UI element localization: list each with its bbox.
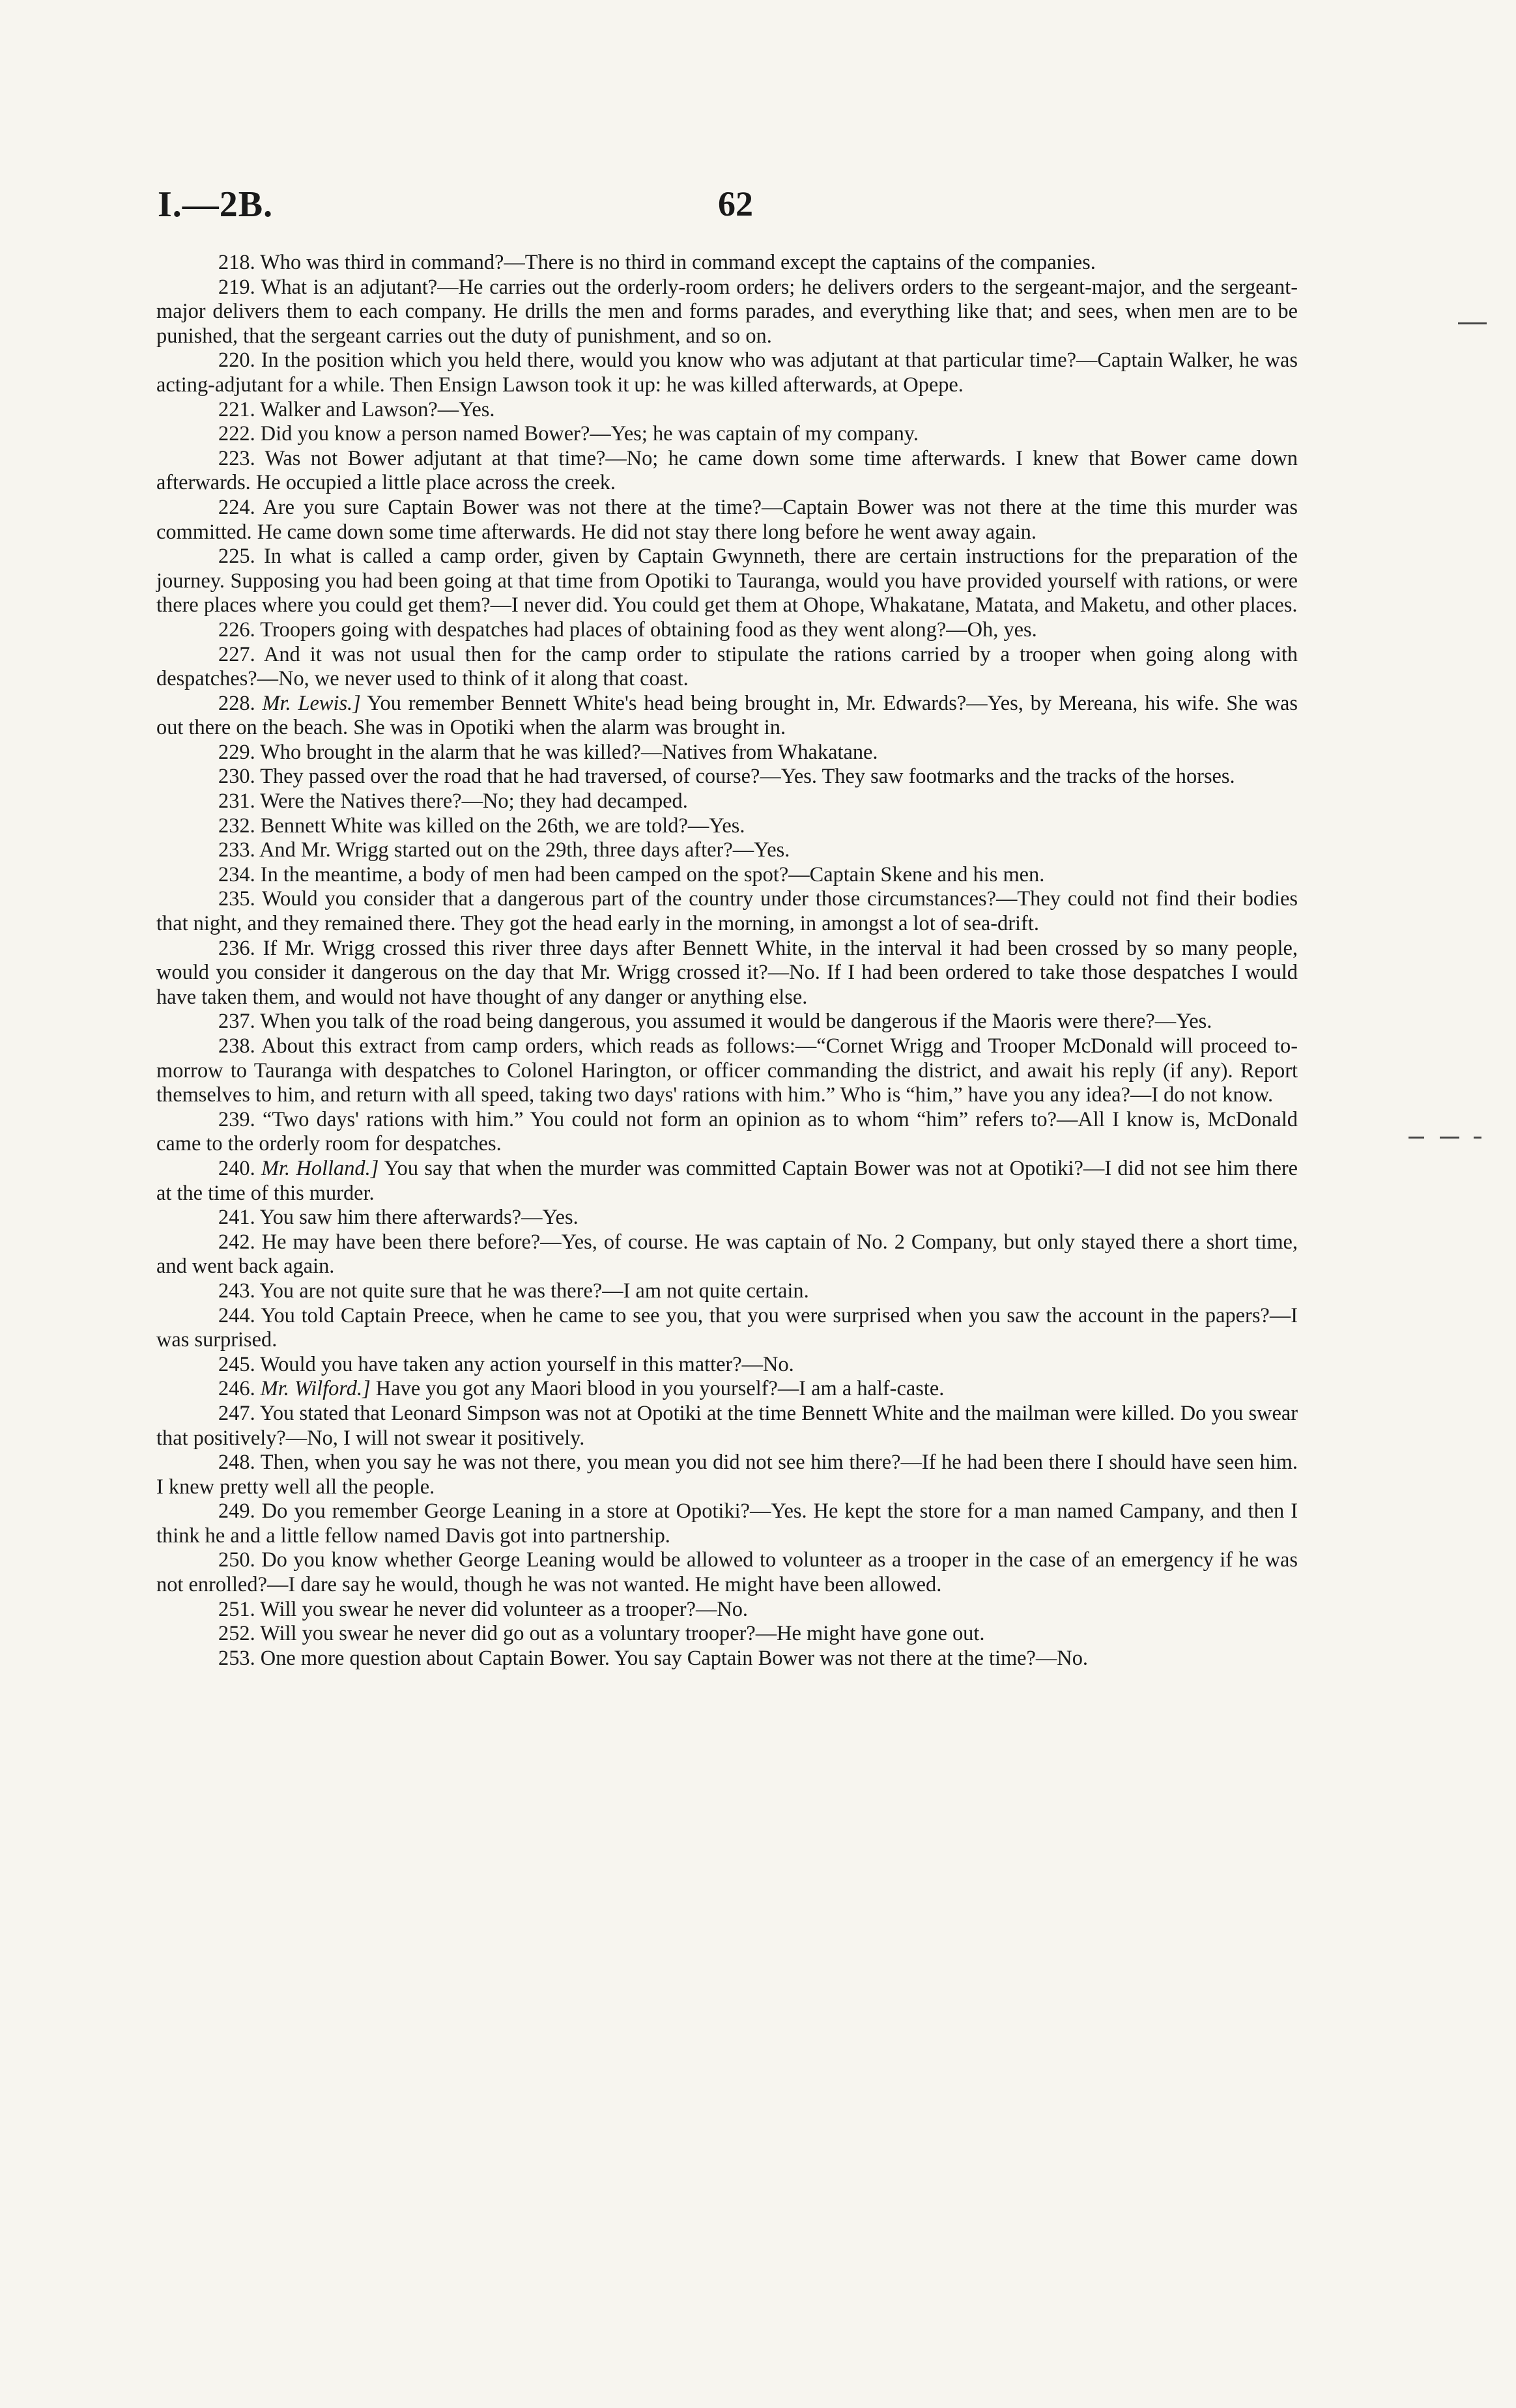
question-number: 250. [218, 1548, 255, 1572]
question-number: 227. [218, 642, 255, 666]
question-answer-text: In the position which you held there, would you know who was adjutant at that particular time?—Captain Walker, he was acting-adjutant for a while. Then Ensign Lawson took it up: he was killed afterwards, at Opepe. [156, 348, 1298, 397]
question-paragraph [156, 1647, 1298, 1671]
question-paragraph [156, 348, 1298, 397]
question-answer-text: Would you have taken any action yourself in this matter?—No. [260, 1352, 794, 1376]
question-answer-text: You say that when the murder was committed Captain Bower was not at Opotiki?—I did not see him there at the time of this murder. [156, 1156, 1298, 1205]
question-answer-text: And it was not usual then for the camp order to stipulate the rations carried by a trooper when going along with despatches?—No, we never used to think of it along that coast. [156, 642, 1298, 691]
question-number: 225. [218, 545, 255, 569]
question-paragraph [156, 1230, 1298, 1279]
question-number: 245. [218, 1352, 255, 1376]
question-paragraph [156, 741, 1298, 765]
question-answer-text: Bennett White was killed on the 26th, we are told?—Yes. [260, 814, 745, 838]
question-answer-text: Would you consider that a dangerous part of the country under those circumstances?—They could not find their bodies that night, and they remained there. They got the head early in the morning, in amongst a lot of sea-drift. [156, 887, 1298, 936]
question-paragraph [156, 1451, 1298, 1499]
question-answer-text: You saw him there afterwards?—Yes. [259, 1206, 579, 1230]
question-answer-text: Are you sure Captain Bower was not there at the time?—Captain Bower was not there at the time this murder was committed. He came down some time afterwards. He did not stay there long before he went away again. [156, 495, 1298, 544]
question-paragraph [156, 643, 1298, 692]
question-answer-text: They passed over the road that he had traversed, of course?—Yes. They saw footmarks and the tracks of the horses. [260, 765, 1235, 789]
question-number: 228. [218, 691, 255, 715]
question-number: 235. [218, 887, 255, 911]
question-paragraph [156, 1304, 1298, 1353]
question-number: 238. [218, 1034, 255, 1058]
question-answer-text: Who was third in command?—There is no third in command except the captains of the companies. [260, 251, 1096, 274]
paper-reference: I.—2B. [158, 184, 274, 225]
question-number: 220. [218, 348, 255, 373]
question-paragraph [156, 789, 1298, 814]
question-answer-text: Will you swear he never did go out as a voluntary trooper?—He might have gone out. [260, 1622, 985, 1646]
question-paragraph [156, 1499, 1298, 1548]
question-paragraph [156, 1548, 1298, 1597]
question-number: 219. [218, 275, 255, 299]
question-number: 253. [218, 1646, 255, 1670]
question-paragraph [156, 1010, 1298, 1034]
question-number: 246. [218, 1377, 255, 1401]
question-number: 248. [218, 1451, 255, 1475]
question-paragraph [156, 863, 1298, 888]
question-paragraph [156, 937, 1298, 1010]
margin-mark [1458, 322, 1487, 324]
question-number: 230. [218, 765, 255, 789]
question-answer-text: Troopers going with despatches had places of obtaining food as they went along?—Oh, yes. [260, 617, 1037, 642]
question-paragraph [156, 276, 1298, 349]
question-number: 242. [218, 1230, 255, 1254]
question-paragraph [156, 422, 1298, 447]
question-number: 226. [218, 617, 255, 642]
question-number: 237. [218, 1010, 255, 1034]
question-number: 229. [218, 740, 255, 764]
question-paragraph [156, 887, 1298, 936]
question-paragraph [156, 814, 1298, 839]
question-number: 240. [218, 1156, 255, 1180]
question-paragraph [156, 251, 1298, 276]
question-number: 222. [218, 422, 255, 446]
question-paragraph [156, 1034, 1298, 1108]
question-answer-text: Was not Bower adjutant at that time?—No; he came down some time afterwards. I knew that Bower came down afterwards. He occupied a little place across the creek. [156, 446, 1298, 495]
question-answer-text: You are not quite sure that he was there?—I am not quite certain. [259, 1279, 809, 1303]
question-number: 249. [218, 1499, 255, 1523]
page-number: 62 [718, 184, 753, 223]
question-number: 224. [218, 495, 255, 519]
margin-mark [1474, 1137, 1481, 1139]
question-answer-text: Were the Natives there?—No; they had decamped. [260, 789, 688, 814]
question-answer-text: Who brought in the alarm that he was killed?—Natives from Whakatane. [260, 740, 878, 764]
question-answer-text: Then, when you say he was not there, you mean you did not see him there?—If he had been there I should have seen him. I knew pretty well all the people. [156, 1451, 1298, 1499]
margin-mark [1440, 1137, 1459, 1139]
question-number: 234. [218, 862, 255, 886]
question-paragraph [156, 1402, 1298, 1451]
question-answer-text: And Mr. Wrigg started out on the 29th, three days after?—Yes. [259, 838, 790, 862]
evidence-text [156, 251, 1298, 1671]
question-paragraph [156, 618, 1298, 643]
question-paragraph [156, 838, 1298, 863]
question-number: 231. [218, 789, 255, 814]
question-number: 236. [218, 936, 255, 960]
question-answer-text: He may have been there before?—Yes, of course. He was captain of No. 2 Company, but only stayed there a short time, and went back again. [156, 1230, 1298, 1279]
question-paragraph [156, 496, 1298, 545]
question-paragraph [156, 1598, 1298, 1622]
question-paragraph [156, 398, 1298, 423]
question-paragraph [156, 1622, 1298, 1647]
question-paragraph [156, 1157, 1298, 1206]
question-answer-text: When you talk of the road being dangerous, you assumed it would be dangerous if the Maoris were there?—Yes. [260, 1010, 1212, 1034]
speaker-name: Mr. Wilford.] [260, 1377, 371, 1401]
question-number: 239. [218, 1107, 255, 1131]
question-answer-text: What is an adjutant?—He carries out the orderly-room orders; he delivers orders to the sergeant-major, and the sergeant-major delivers them to each company. He drills the men and forms parades, and everything like that; and sees, when men are to be punished, that the sergeant carries out the duty of punishment, and so on. [156, 275, 1298, 348]
question-answer-text: One more question about Captain Bower. You say Captain Bower was not there at the time?—No. [260, 1646, 1088, 1670]
question-number: 221. [218, 397, 255, 421]
question-paragraph [156, 1353, 1298, 1378]
question-paragraph [156, 692, 1298, 741]
question-number: 252. [218, 1622, 255, 1646]
question-answer-text: You stated that Leonard Simpson was not at Opotiki at the time Bennett White and the mailman were killed. Do you swear that positively?—No, I will not swear it positively. [156, 1401, 1298, 1450]
margin-mark [1409, 1137, 1424, 1139]
question-answer-text: You told Captain Preece, when he came to see you, that you were surprised when you saw the account in the papers?—I was surprised. [156, 1303, 1298, 1352]
question-paragraph [156, 1206, 1298, 1230]
question-paragraph [156, 545, 1298, 618]
question-number: 233. [218, 838, 255, 862]
speaker-name: Mr. Holland.] [261, 1156, 379, 1180]
question-paragraph [156, 765, 1298, 789]
question-answer-text: Will you swear he never did volunteer as a trooper?—No. [260, 1597, 749, 1621]
question-number: 241. [218, 1206, 255, 1230]
question-answer-text: Have you got any Maori blood in you yourself?—I am a half-caste. [375, 1377, 945, 1401]
question-answer-text: If Mr. Wrigg crossed this river three days after Bennett White, in the interval it had been crossed by so many people, would you consider it dangerous on the day that Mr. Wrigg crossed it?—No. If I had been ordered to take those despatches I would have taken them, and would not have thought of any danger or anything else. [156, 936, 1298, 1009]
question-answer-text: Did you know a person named Bower?—Yes; he was captain of my company. [260, 422, 919, 446]
question-answer-text: Do you know whether George Leaning would be allowed to volunteer as a trooper in the case of an emergency if he was not enrolled?—I dare say he would, though he was not wanted. He might have been allowed. [156, 1548, 1298, 1597]
question-answer-text: You remember Bennett White's head being brought in, Mr. Edwards?—Yes, by Mereana, his wife. She was out there on the beach. She was in Opotiki when the alarm was brought in. [156, 691, 1298, 740]
page-header [158, 184, 1294, 229]
question-answer-text: “Two days' rations with him.” You could not form an opinion as to whom “him” refers to?—All I know is, McDonald came to the orderly room for despatches. [156, 1107, 1298, 1156]
question-answer-text: About this extract from camp orders, which reads as follows:—“Cornet Wrigg and Trooper McDonald will proceed to-morrow to Tauranga with despatches to Colonel Harington, or officer commanding the district, and await his reply (if any). Report themselves to him, and return with all speed, taking two days' rations with him.” Who is “him,” have you any idea?—I do not know. [156, 1034, 1298, 1107]
question-paragraph [156, 1108, 1298, 1157]
question-number: 247. [218, 1401, 255, 1425]
question-number: 244. [218, 1303, 255, 1327]
question-paragraph [156, 447, 1298, 496]
question-answer-text: Walker and Lawson?—Yes. [260, 397, 495, 421]
question-answer-text: Do you remember George Leaning in a store at Opotiki?—Yes. He kept the store for a man named Campany, and then I think he and a little fellow named Davis got into partnership. [156, 1499, 1298, 1548]
question-number: 232. [218, 814, 255, 838]
question-number: 243. [218, 1279, 255, 1303]
question-number: 218. [218, 251, 255, 274]
question-answer-text: In the meantime, a body of men had been camped on the spot?—Captain Skene and his men. [260, 862, 1045, 886]
question-number: 223. [218, 446, 255, 470]
question-paragraph [156, 1279, 1298, 1304]
question-answer-text: In what is called a camp order, given by Captain Gwynneth, there are certain instructions for the preparation of the journey. Supposing you had been going at that time from Opotiki to Tauranga, would you have provided yourself with rations, or were there places where you could get them?—I never did. You could get them at Ohope, Whakatane, Matata, and Maketu, and other places. [156, 545, 1298, 617]
speaker-name: Mr. Lewis.] [262, 691, 361, 715]
question-paragraph [156, 1377, 1298, 1402]
question-number: 251. [218, 1597, 255, 1621]
